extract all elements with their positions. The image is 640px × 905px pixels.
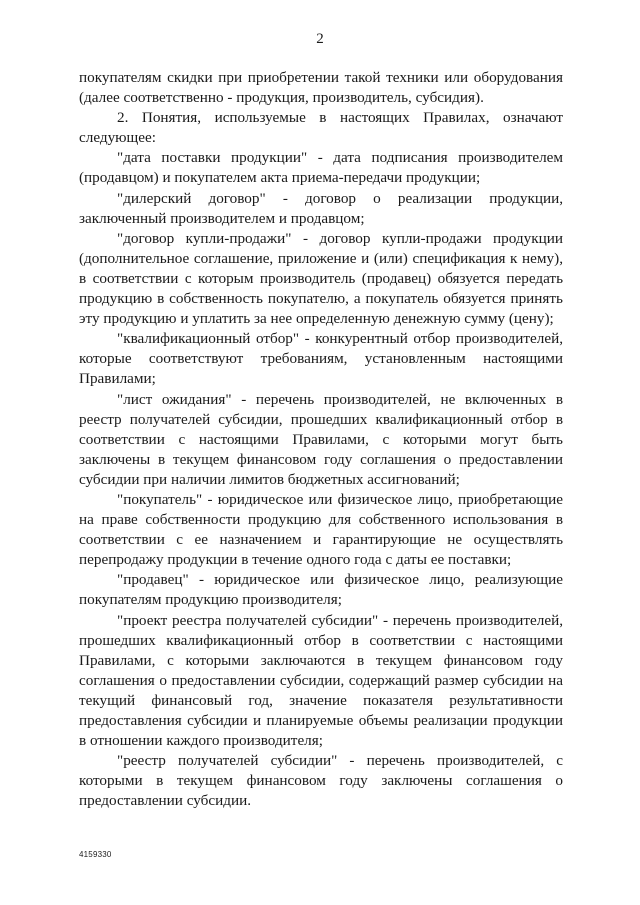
definition-qualification-selection: "квалификационный отбор" - конкурентный отбор производителей, которые соответствуют требованиям, установленным настоящими Правилами; — [79, 330, 563, 388]
page-number: 2 — [316, 31, 324, 47]
definition-sale-contract: "договор купли-продажи" - договор купли-продажи продукции (дополнительное соглашение, приложение и (или) спецификация к нему), в соответствии с которым производитель (продавец) обязуется передать продукцию в собственность покупателю, а покупатель обязуется принять эту продукцию и уплатить за нее определенную денежную сумму (цену); — [79, 229, 563, 328]
definition-delivery-date: "дата поставки продукции" - дата подписания производителем (продавцом) и покупателем акта приема-передачи продукции; — [79, 149, 563, 187]
definition-draft-registry: "проект реестра получателей субсидии" - перечень производителей, прошедших квалификационный отбор в соответствии с настоящими Правилами, с которыми заключаются в текущем финансовом году соглашения о предоставлении субсидии, содержащий размер субсидии на текущий финансовый год, значение показателя результативности предоставления субсидии и планируемые объемы реализации продукции в отношении каждого производителя; — [79, 611, 563, 750]
definition-waiting-list: "лист ожидания" - перечень производителей, не включенных в реестр получателей субсидии, прошедших квалификационный отбор в соответствии с настоящими Правилами, с которыми могут быть заключены в текущем финансовом году соглашения о предоставлении субсидии при наличии лимитов бюджетных ассигнований; — [79, 390, 563, 488]
definition-buyer: "покупатель" - юридическое или физическое лицо, приобретающие на праве собственности продукцию для собственного использования в соответствии с ее назначением и гарантирующие не осуществлять перепродажу продукции в течение одного года с даты ее поставки; — [79, 490, 563, 569]
document-body — [79, 68, 563, 811]
paragraph-continuation: покупателям скидки при приобретении такой техники или оборудования (далее соответственно - продукция, производитель, субсидия). — [79, 69, 563, 107]
definition-seller: "продавец" - юридическое или физическое лицо, реализующие покупателям продукцию производителя; — [79, 571, 563, 609]
definition-registry: "реестр получателей субсидии" - перечень производителей, с которыми в текущем финансовом году заключены соглашения о предоставлении субсидии. — [79, 752, 563, 810]
document-code: 4159330 — [79, 850, 112, 859]
paragraph-definitions-intro: 2. Понятия, используемые в настоящих Правилах, означают следующее: — [79, 109, 563, 147]
definition-dealer-contract: "дилерский договор" - договор о реализации продукции, заключенный производителем и продавцом; — [79, 189, 563, 227]
